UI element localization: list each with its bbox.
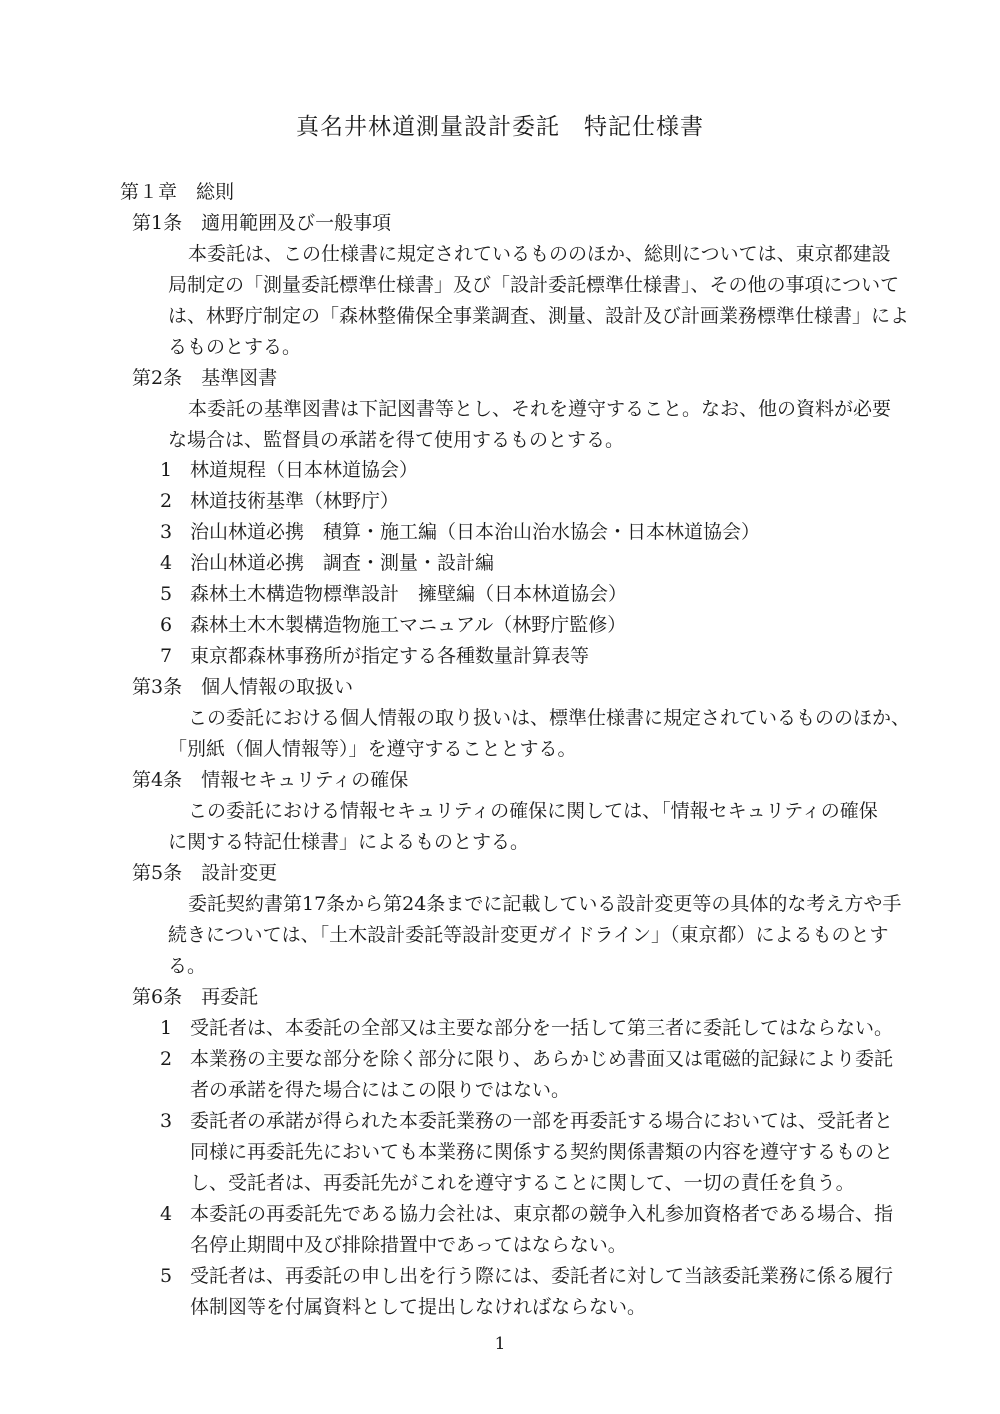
list-item-text: 森林土木木製構造物施工マニュアル（林野庁監修） xyxy=(190,614,627,636)
article-2-heading: 第2条 基準図書 xyxy=(132,367,278,389)
article-2-line: な場合は、監督員の承諾を得て使用するものとする。 xyxy=(168,429,625,451)
list-item-number: 6 xyxy=(160,614,173,636)
article-1-heading: 第1条 適用範囲及び一般事項 xyxy=(132,212,392,234)
chapter-heading: 第１章 総則 xyxy=(120,181,235,203)
article-4-heading: 第4条 情報セキュリティの確保 xyxy=(132,769,409,791)
list-item-number: 2 xyxy=(160,490,173,512)
list-item-number: 2 xyxy=(160,1048,173,1070)
list-item-text: 者の承諾を得た場合にはこの限りではない。 xyxy=(190,1079,571,1101)
list-item-text: 治山林道必携 調査・測量・設計編 xyxy=(190,552,495,574)
page-number: 1 xyxy=(494,1334,506,1354)
article-6-heading: 第6条 再委託 xyxy=(132,986,259,1008)
article-3-line: 「別紙（個人情報等）」を遵守することとする。 xyxy=(168,738,577,760)
article-1-line: 本委託は、この仕様書に規定されているもののほか、総則については、東京都建設 xyxy=(188,243,891,265)
list-item-number: 5 xyxy=(160,583,173,605)
document-title: 真名井林道測量設計委託 特記仕様書 xyxy=(296,114,704,140)
list-item-number: 1 xyxy=(160,1017,173,1039)
list-item-text: し、受託者は、再委託先がこれを遵守することに関して、一切の責任を負う。 xyxy=(190,1172,855,1194)
list-item-text: 林道技術基準（林野庁） xyxy=(190,490,400,512)
list-item-number: 3 xyxy=(160,521,173,543)
article-4-line: この委託における情報セキュリティの確保に関しては、「情報セキュリティの確保 xyxy=(188,800,878,822)
list-item-text: 東京都森林事務所が指定する各種数量計算表等 xyxy=(190,645,590,667)
article-1-line: は、林野庁制定の「森林整備保全事業調査、測量、設計及び計画業務標準仕様書」によ xyxy=(168,305,910,327)
list-item-text: 治山林道必携 積算・施工編（日本治山治水協会・日本林道協会） xyxy=(190,521,761,543)
article-5-line: る。 xyxy=(168,955,207,977)
list-item-number: 5 xyxy=(160,1265,173,1287)
article-5-line: 委託契約書第17条から第24条までに記載している設計変更等の具体的な考え方や手 xyxy=(188,893,902,915)
list-item-number: 3 xyxy=(160,1110,173,1132)
article-2-line: 本委託の基準図書は下記図書等とし、それを遵守すること。なお、他の資料が必要 xyxy=(188,398,892,420)
article-1-line: 局制定の「測量委託標準仕様書」及び「設計委託標準仕様書」、その他の事項について xyxy=(168,274,900,296)
list-item-text: 本業務の主要な部分を除く部分に限り、あらかじめ書面又は電磁的記録により委託 xyxy=(190,1048,894,1070)
list-item-text: 委託者の承諾が得られた本委託業務の一部を再委託する場合においては、受託者と xyxy=(190,1110,894,1132)
article-5-heading: 第5条 設計変更 xyxy=(132,862,278,884)
article-3-heading: 第3条 個人情報の取扱い xyxy=(132,676,354,698)
article-4-line: に関する特記仕様書」によるものとする。 xyxy=(168,831,530,853)
list-item-number: 4 xyxy=(160,552,173,574)
list-item-number: 4 xyxy=(160,1203,173,1225)
article-3-line: この委託における個人情報の取り扱いは、標準仕様書に規定されているもののほか、 xyxy=(188,707,911,729)
list-item-text: 同様に再委託先においても本業務に関係する契約関係書類の内容を遵守するものと xyxy=(190,1141,894,1163)
article-1-line: るものとする。 xyxy=(168,336,302,358)
list-item-number: 1 xyxy=(160,459,173,481)
list-item-text: 本委託の再委託先である協力会社は、東京都の競争入札参加資格者である場合、指 xyxy=(190,1203,894,1225)
list-item-text: 受託者は、本委託の全部又は主要な部分を一括して第三者に委託してはならない。 xyxy=(190,1017,894,1039)
list-item-text: 森林土木構造物標準設計 擁壁編（日本林道協会） xyxy=(190,583,628,605)
list-item-text: 受託者は、再委託の申し出を行う際には、委託者に対して当該委託業務に係る履行 xyxy=(190,1265,894,1287)
list-item-number: 7 xyxy=(160,645,173,667)
list-item-text: 体制図等を付属資料として提出しなければならない。 xyxy=(190,1296,647,1318)
list-item-text: 名停止期間中及び排除措置中であってはならない。 xyxy=(190,1234,627,1256)
list-item-text: 林道規程（日本林道協会） xyxy=(190,459,419,481)
article-5-line: 続きについては、「土木設計委託等設計変更ガイドライン」（東京都）によるものとす xyxy=(168,924,889,946)
